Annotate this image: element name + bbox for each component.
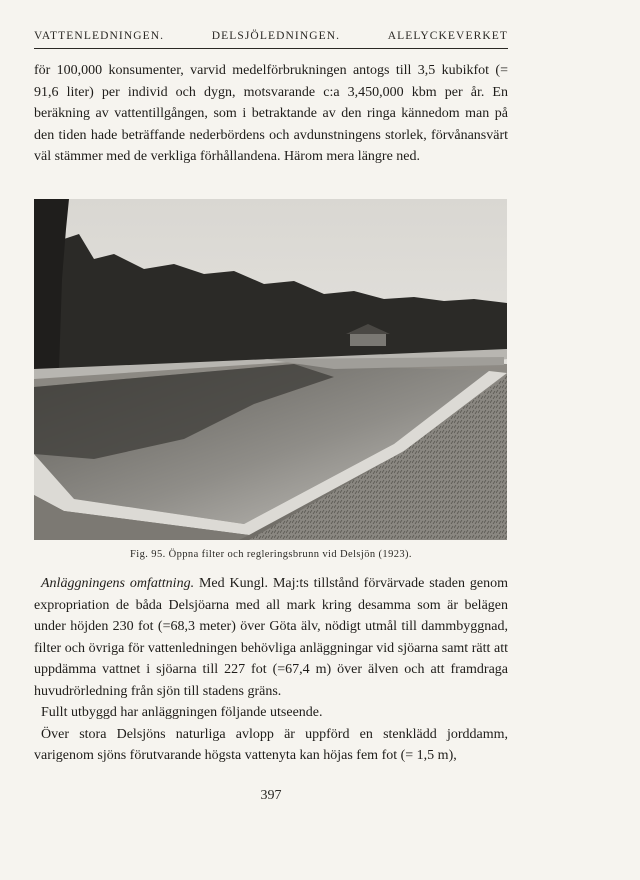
main-text-block — [34, 573, 508, 767]
running-head-center: DELSJÖLEDNINGEN. — [211, 30, 341, 42]
paragraph-layout: Fullt utbyggd har anläggningen följande utseende. — [41, 705, 323, 720]
section-lead: Anläggningens omfattning. — [41, 576, 195, 591]
intro-paragraph: för 100,000 konsumenter, varvid medelförbrukningen antogs till 3,5 kubikfot (= 91,6 liter) per individ och dygn, motsvarande c:a 3,450,000 kbm per år. En beräkning av vattentillgången, som i betraktande av den ringa kännedom man på den tiden hade beträffande nederbördens och avdunstningens storlek, förvånansvärt väl stämmer med de verkliga förhållandena. Härom mera längre ned. — [34, 63, 508, 164]
paragraph-dam: Över stora Delsjöns naturliga avlopp är uppförd en stenklädd jorddamm, varigenom sjöns förutvarande högsta vattenyta kan höjas fem fot (= 1,5 m), — [34, 726, 508, 763]
regulating-well-house — [350, 332, 386, 346]
running-head-left: VATTENLEDNINGEN. — [34, 30, 165, 42]
paragraph-scope-body: Med Kungl. Maj:ts tillstånd förvärvade staden genom expropriation de båda Delsjöarna med all mark kring desamma som är belägen under höjden 230 fot (=68,3 meter) över Göta älv, nödigt utmål till dammbyggnad, filter och övriga för vattenledningen behövliga anläggningar vid sjöarna samt rätt att uppdämma vattnet i sjöarna till 227 fot (=67,4 m) över älven och att framdraga huvudrörledning från sjön till stadens gräns. — [34, 576, 508, 699]
figure-photo — [34, 199, 507, 540]
intro-text-block — [34, 60, 508, 168]
header-rule — [34, 48, 508, 49]
running-head-right: ALELYCKEVERKET — [387, 30, 508, 42]
figure-caption: Fig. 95. Öppna filter och regleringsbrunn vid Delsjön (1923). — [130, 549, 412, 560]
paragraph-scope — [34, 573, 508, 702]
filter-basin-photo — [34, 199, 507, 540]
running-head — [34, 30, 508, 42]
page-number: 397 — [260, 788, 282, 803]
